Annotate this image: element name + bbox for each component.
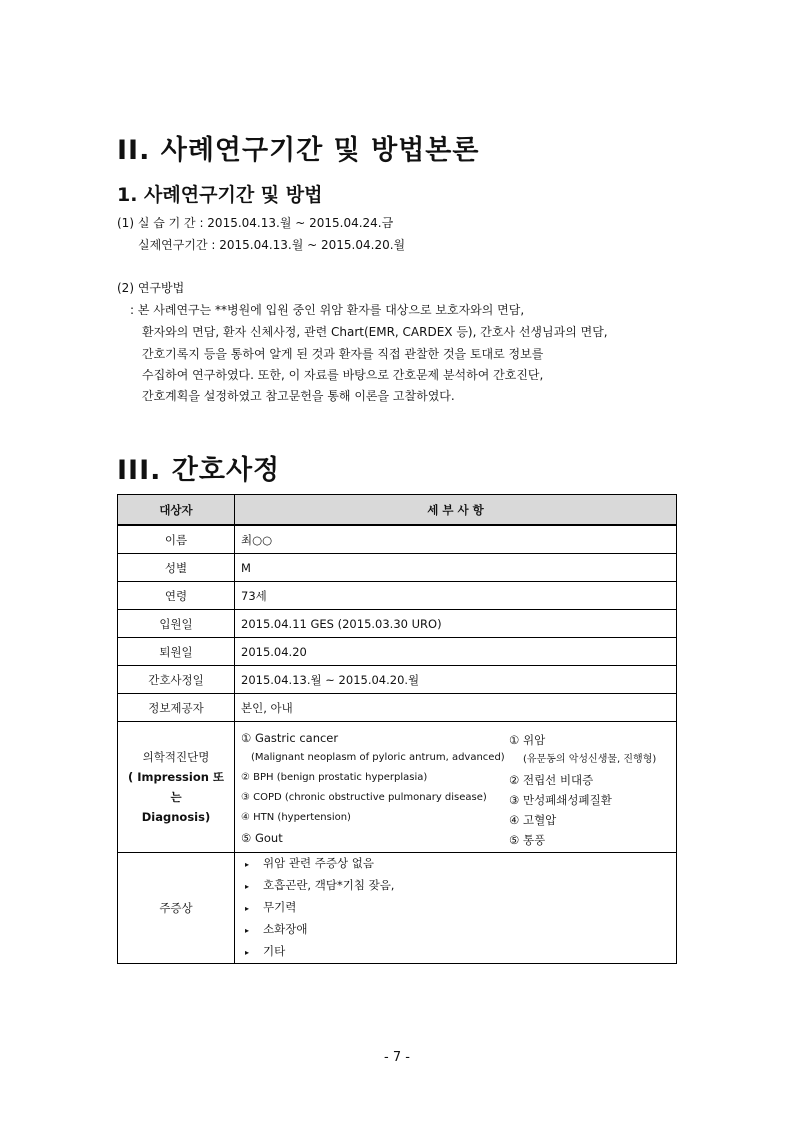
row-value: 2015.04.20: [235, 638, 677, 666]
diagnosis-item: ④ HTN (hypertension): [241, 812, 351, 823]
diagnosis-label-line: ( Impression 또는: [127, 770, 225, 804]
diagnosis-korean-list: [509, 730, 656, 850]
diagnosis-item: ① 위암: [509, 733, 546, 747]
page-number: - 7 -: [384, 1050, 410, 1065]
section-2-subtitle: 1. 사례연구기간 및 방법: [117, 184, 323, 206]
row-label: 입원일: [118, 610, 235, 638]
list-item: [245, 941, 670, 963]
table-header-row: [118, 495, 677, 526]
row-label: 정보제공자: [118, 694, 235, 722]
table-row: [118, 582, 677, 610]
chief-complaint-list: [241, 853, 670, 963]
section-2-title: II. 사례연구기간 및 방법본론: [117, 135, 480, 166]
list-item-text: 소화장애: [263, 922, 308, 936]
diagnosis-item: ⑤ Gout: [241, 831, 283, 845]
table-row: [118, 694, 677, 722]
row-label: 성별: [118, 554, 235, 582]
diagnosis-item: ② 전립선 비대증: [509, 773, 594, 787]
diagnosis-english-list: [241, 728, 505, 848]
method-line: 환자와의 면담, 환자 신체사정, 관련 Chart(EMR, CARDEX 등), 간호사 선생님과의 면담,: [142, 325, 608, 339]
method-line: : 본 사례연구는 **병원에 입원 중인 위암 환자를 대상으로 보호자와의 면담,: [130, 303, 525, 317]
row-label: 연령: [118, 582, 235, 610]
triangle-bullet-icon: ▸: [245, 926, 250, 935]
table-row: [118, 610, 677, 638]
diagnosis-item: (Malignant neoplasm of pyloric antrum, advanced): [251, 752, 505, 763]
diagnosis-item: ③ 만성폐쇄성폐질환: [509, 793, 612, 807]
diagnosis-row: [118, 722, 677, 853]
diagnosis-item: (유문동의 악성신생물, 진행형): [523, 754, 657, 765]
diagnosis-label-line: 의학적진단명: [142, 750, 210, 764]
row-label: 퇴원일: [118, 638, 235, 666]
list-item-text: 기타: [263, 944, 286, 958]
row-label: 간호사정일: [118, 666, 235, 694]
list-item: [245, 875, 670, 897]
list-item: [245, 919, 670, 941]
diagnosis-label-line: Diagnosis): [141, 810, 211, 824]
method-line: 수집하여 연구하였다. 또한, 이 자료를 바탕으로 간호문제 분석하여 간호진단,: [142, 368, 544, 382]
diagnosis-item: ② BPH (benign prostatic hyperplasia): [241, 772, 428, 783]
method-line: 간호계획을 설정하였고 참고문헌을 통해 이론을 고찰하였다.: [142, 389, 455, 403]
header-subject: 대상자: [118, 495, 235, 526]
period-line-1: (1) 실 습 기 간 : 2015.04.13.월 ~ 2015.04.24.금: [117, 216, 394, 230]
method-line: 간호기록지 등을 통하여 알게 된 것과 환자를 직접 관찰한 것을 토대로 정보를: [142, 347, 544, 361]
section-3-title: III. 간호사정: [117, 455, 281, 486]
chief-complaint-row: [118, 853, 677, 964]
list-item: [245, 897, 670, 919]
diagnosis-label: [118, 722, 235, 853]
assessment-table: [117, 494, 677, 964]
chief-complaint-label: 주증상: [118, 853, 235, 964]
triangle-bullet-icon: ▸: [245, 882, 250, 891]
diagnosis-item: ⑤ 통풍: [509, 833, 546, 847]
chief-complaint-value: [235, 853, 677, 964]
diagnosis-item: ③ COPD (chronic obstructive pulmonary disease): [241, 792, 487, 803]
triangle-bullet-icon: ▸: [245, 948, 250, 957]
table-row: [118, 666, 677, 694]
diagnosis-item: ④ 고혈압: [509, 813, 557, 827]
list-item-text: 위암 관련 주증상 없음: [263, 856, 374, 870]
diagnosis-item: ① Gastric cancer: [241, 731, 339, 745]
row-value: 본인, 아내: [235, 694, 677, 722]
row-value: 73세: [235, 582, 677, 610]
diagnosis-value: [235, 722, 677, 853]
triangle-bullet-icon: ▸: [245, 860, 250, 869]
table-row: [118, 554, 677, 582]
row-value: M: [235, 554, 677, 582]
period-line-2: 실제연구기간 : 2015.04.13.월 ~ 2015.04.20.월: [138, 238, 406, 252]
method-title: (2) 연구방법: [117, 281, 185, 295]
row-value: 2015.04.13.월 ~ 2015.04.20.월: [235, 666, 677, 694]
table-row: [118, 525, 677, 554]
header-detail: 세 부 사 항: [235, 495, 677, 526]
table-row: [118, 638, 677, 666]
list-item-text: 무기력: [263, 900, 297, 914]
triangle-bullet-icon: ▸: [245, 904, 250, 913]
row-value: 2015.04.11 GES (2015.03.30 URO): [235, 610, 677, 638]
list-item: [245, 853, 670, 875]
row-value: 최○○: [235, 525, 677, 554]
list-item-text: 호흡곤란, 객담*기침 잦음,: [263, 878, 395, 892]
row-label: 이름: [118, 525, 235, 554]
